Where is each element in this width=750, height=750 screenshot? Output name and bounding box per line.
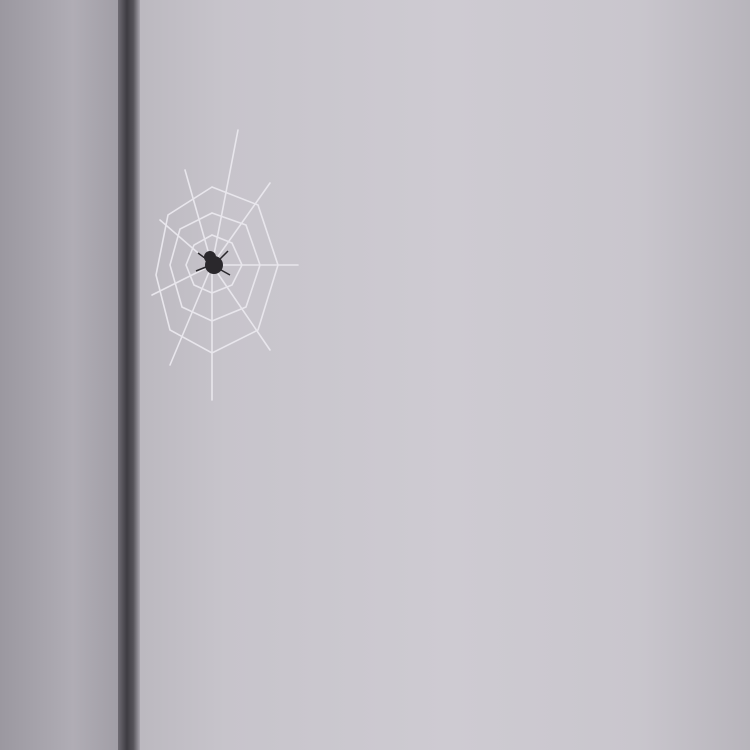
- book-gutter: [118, 0, 140, 750]
- spider-web-icon: [150, 125, 300, 405]
- left-page: [0, 0, 122, 750]
